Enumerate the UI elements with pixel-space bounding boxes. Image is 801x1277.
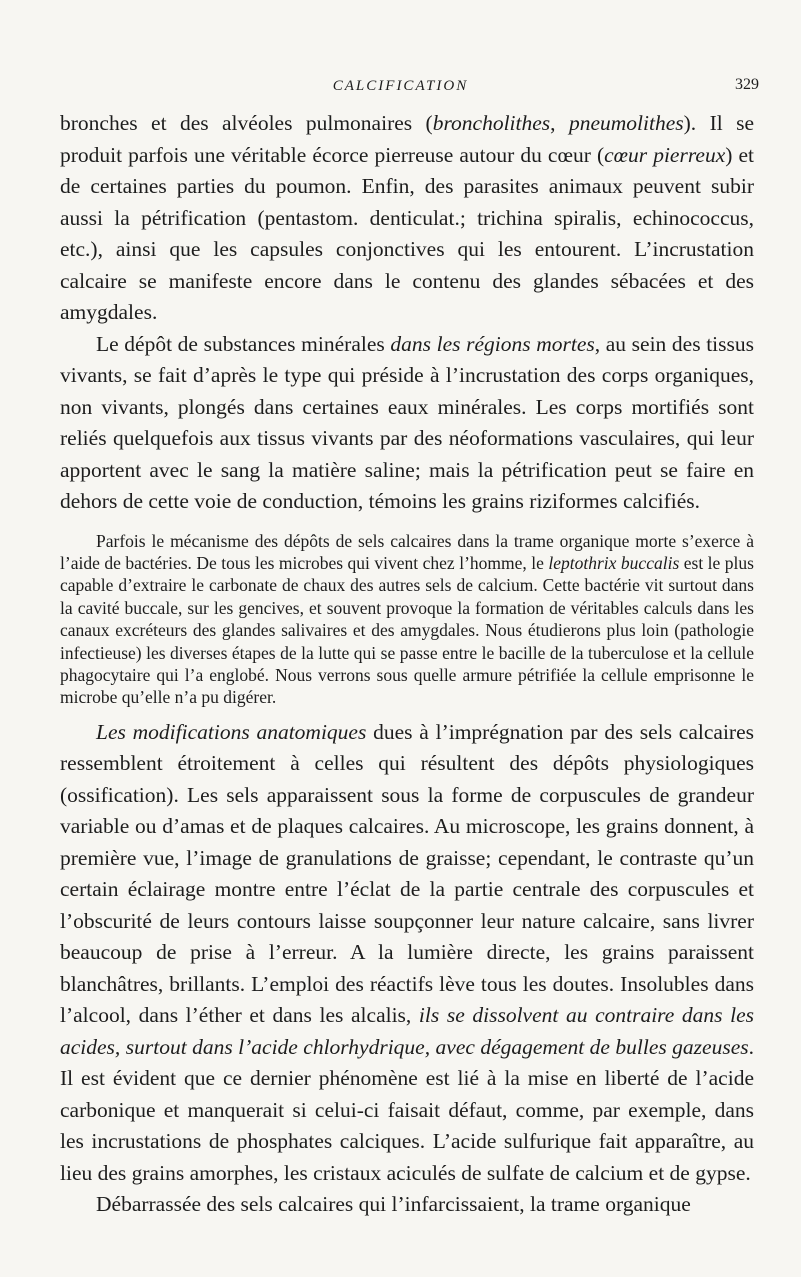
text-run: , au sein des tissus vivants, se fait d’après le type qui préside à l’incrustation des corps organiques, non vivants, plongés dans certaines eaux minérales. Les corps mortifiés sont reliés quelquefois aux tissus vivants par des néoformations vasculaires, qui leur apportent avec le sang la matière saline; mais la pétrification peut se faire en dehors de cette voie de conduction, témoins les grains riziformes calcifiés. [60,331,755,513]
italic-term: ils se dissolvent au contraire dans les acides, surtout dans l’acide chlorhydrique, avec dégagement de bulles gazeuses [60,1003,755,1059]
italic-term: cœur pierreux [604,142,726,167]
text-run: ) et de certaines parties du poumon. Enfin, des parasites animaux peuvent subir aussi la pétrification (pentastom. denticulat.; trichina spiralis, echinococcus, etc.), ainsi que les capsules conjonctives qui les entourent. L’incrustation calcaire se manifeste encore dans le contenu des glandes sébacées et des amygdales. [60,142,754,324]
text-run: . Il est évident que ce dernier phénomène est lié à la mise en liberté de l’acide carbonique et manquerait si celui-ci faisait défaut, comme, par exemple, dans les incrustations de phosphates calciques. L’acide sulfurique fait apparaître, au lieu des grains amorphes, les cristaux aciculés de sulfate de calcium et de gypse. [60,1034,754,1185]
text-run: est le plus capable d’extraire le carbonate de chaux des autres sels de calcium. Cette bactérie vit surtout dans la cavité buccale, sur les gencives, et souvent provoque la formation de véritables calculs dans les canaux excréteurs des glandes salivaires et des amygdales. Nous étudierons plus loin (pathologie infectieuse) les diverses étapes de la lutte qui se passe entre le bacille de la tuberculose et la cellule phagocytaire qui l’a englobé. Nous verrons sous quelle armure pétrifiée la cellule emprisonne le microbe qu’elle n’a pu digérer. [60,552,754,708]
running-title: CALCIFICATION [332,78,469,94]
italic-term: broncholithes [432,111,551,135]
italic-term: dans les régions mortes [390,331,595,356]
paragraph-1 [60,108,754,329]
body-text [60,108,754,1221]
page-number: 329 [735,76,759,93]
text-run: Le dépôt de substances minérales [96,331,391,356]
paragraph-2 [60,329,754,518]
text-run: , [550,111,569,135]
paragraph-3 [60,717,754,1190]
text-run: bronches et des alvéoles pulmonaires ( [60,111,433,135]
small-print-note [60,530,754,709]
text-run: Débarrassée des sels calcaires qui l’infarcissaient, la trame organique [96,1192,691,1217]
paragraph-4 [60,1189,754,1221]
italic-term: leptothrix buccalis [548,552,680,573]
italic-term: Les modifications anatomiques [96,719,367,744]
text-run: dues à l’imprégnation par des sels calcaires ressemblent étroitement à celles qui résultent des dépôts physiologiques (ossification). Les sels apparaissent sous la forme de corpuscules de grandeur variable ou d’amas et de plaques calcaires. Au microscope, les grains donnent, à première vue, l’image de granulations de graisse; cependant, le contraste qu’un certain éclairage montre entre l’éclat de la partie centrale des corpuscules et l’obscurité de leurs contours laisse soupçonner leur nature calcaire, sans livrer beaucoup de prise à l’erreur. A la lumière directe, les grains paraissent blanchâtres, brillants. L’emploi des réactifs lève tous les doutes. Insolubles dans l’alcool, dans l’éther et dans les alcalis, [60,719,754,1028]
text-run: Parfois le mécanisme des dépôts de sels calcaires dans la trame organique morte s’exerce à l’aide de bactéries. De tous les microbes qui vivent chez l’homme, le [60,530,754,573]
italic-term: pneumolithes [568,111,684,135]
text-run: ). Il se produit parfois une véritable écorce pierreuse autour du cœur ( [60,111,755,167]
